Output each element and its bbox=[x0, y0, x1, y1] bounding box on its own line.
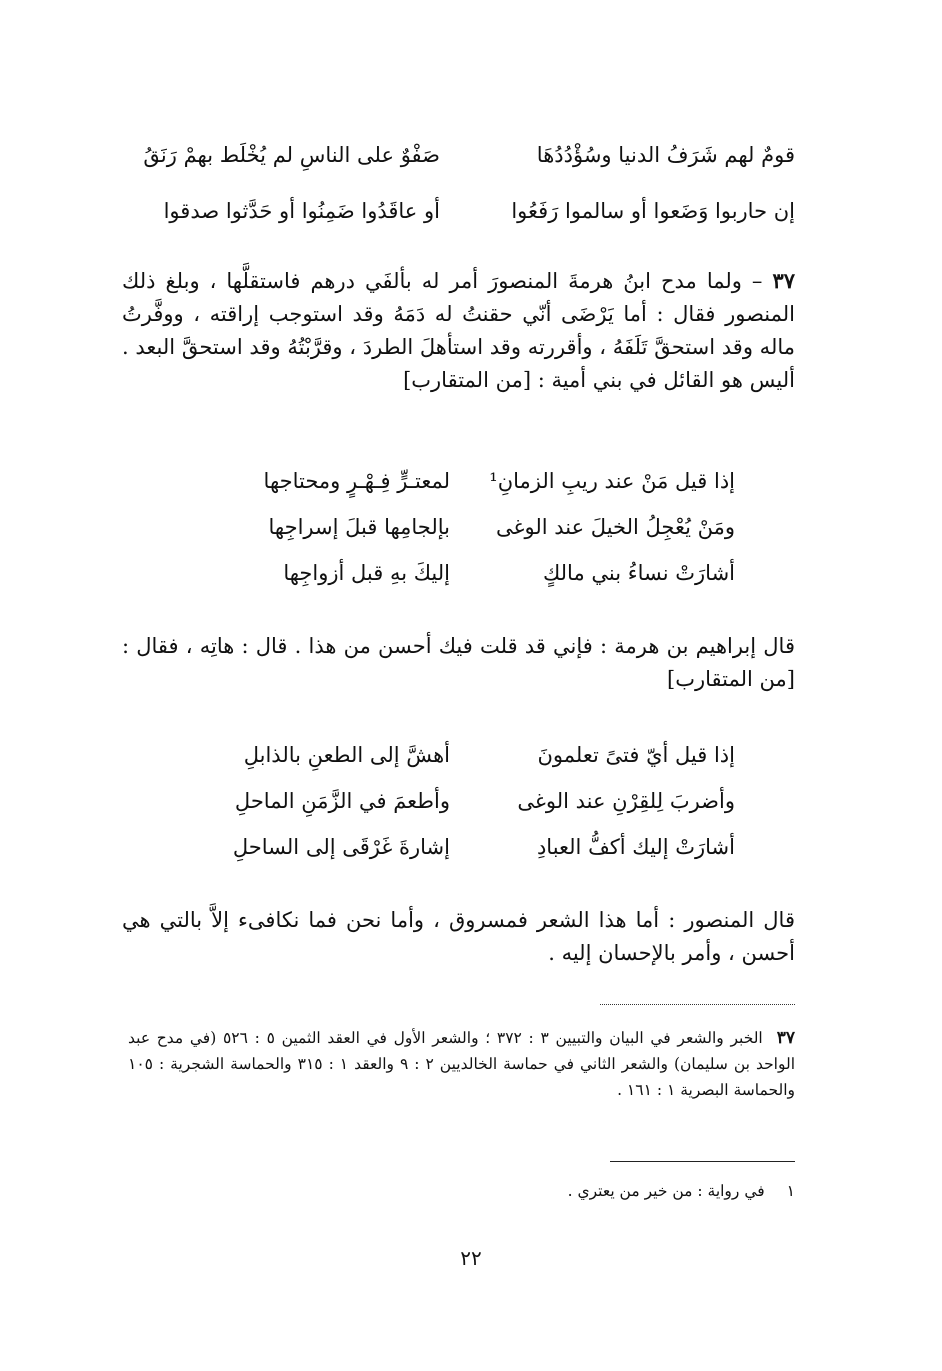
verse-hemistich-second: بإلجامِها قبلَ إسراجِها bbox=[268, 515, 450, 539]
notes-separator bbox=[600, 1004, 795, 1005]
verse-hemistich-first: وأضربَ لِلقِرْنِ عند الوغى bbox=[517, 789, 735, 813]
verse-row bbox=[190, 558, 735, 588]
footnote-text: في رواية : من خير من يعتري . bbox=[567, 1182, 765, 1200]
verse-hemistich-second: وأطعمَ في الزَّمَنِ الماحلِ bbox=[234, 789, 450, 813]
page-number: ٢٢ bbox=[460, 1246, 482, 1270]
verse-hemistich-first: قومٌ لهم شَرَفُ الدنيا وسُؤْدُدُهَا bbox=[536, 143, 795, 167]
verse-hemistich-first: ومَنْ يُعْجِلُ الخيلَ عند الوغى bbox=[496, 515, 735, 539]
paragraph-text: – ولما مدح ابنُ هرمةَ المنصورَ أمر له بألفَي درهم فاستقلَّها ، وبلغ ذلك المنصور فقال : أما يَرْضَى أنّي حقنتُ له دَمَهُ وقد استوجب إراقته ، ووفَّرتُ ماله وقد استحقَّ تَلَفَهُ ، وأقررته وقد استأهلَ الطردَ ، وقرَّبْتُهُ وقد استحقَّ البعد . أليس هو القائل في بني أمية : [من المتقارب] bbox=[122, 269, 795, 392]
verse-hemistich-second: صَفْوٌ على الناسِ لم يُخْلَط بهمْ رَنَقُ bbox=[143, 143, 440, 167]
verse-hemistich-first: أشارَتْ نساءُ بني مالكٍ bbox=[542, 561, 735, 585]
verse-hemistich-second: إشارةَ غَرْقَى إلى الساحلِ bbox=[232, 835, 450, 859]
verse-hemistich-first: أشارَتْ إليك أكفُّ العبادِ bbox=[536, 835, 735, 859]
verse-hemistich-first: إذا قيل أيّ فتىً تعلمونَ bbox=[537, 743, 735, 767]
verse-row bbox=[120, 140, 795, 170]
paragraph-37 bbox=[122, 264, 795, 397]
paragraph-mansur: قال المنصور : أما هذا الشعر فمسروق ، وأما نحن فما نكافىء إلاَّ بالتي هي أحسن ، وأمر بالإحسان إليه . bbox=[122, 908, 795, 965]
footnote bbox=[420, 1178, 795, 1204]
source-notes bbox=[128, 1025, 795, 1103]
verse-row bbox=[190, 786, 735, 816]
note-number: ٣٧ bbox=[776, 1028, 795, 1048]
verse-row bbox=[190, 512, 735, 542]
verse-row bbox=[190, 832, 735, 862]
verse-hemistich-second: أهشَّ إلى الطعنِ بالذابلِ bbox=[243, 743, 450, 767]
verse-hemistich-second: لمعتـرٍّ فِـهْـرٍ ومحتاجها bbox=[263, 469, 450, 493]
verse-hemistich-first: إذا قيل مَنْ عند ريبِ الزمانِ¹ bbox=[489, 469, 735, 493]
paragraph-number: ٣٧ bbox=[772, 268, 795, 293]
verse-row bbox=[190, 740, 735, 770]
verse-hemistich-second: إليكَ بهِ قبل أزواجِها bbox=[283, 561, 450, 585]
note-text: الخبر والشعر في البيان والتبيين ٣ : ٣٧٢ ؛ والشعر الأول في العقد الثمين ٥ : ٥٢٦ (في مدح عبد الواحد بن سليمان) والشعر الثاني في حماسة الخالديين ٢ : ٩ والعقد ١ : ٣١٥ والحماسة الشجرية : ١٠٥ والحماسة البصرية ١ : ١٦١ . bbox=[128, 1029, 796, 1099]
verse-hemistich-first: إن حاربوا وَضَعوا أو سالموا رَفَعُوا bbox=[511, 199, 795, 223]
verse-hemistich-second: أو عاقَدُوا ضَمِنُوا أو حَدَّثوا صدقوا bbox=[163, 199, 440, 223]
footnote-rule bbox=[610, 1161, 795, 1162]
footnote-number: ١ bbox=[786, 1182, 795, 1200]
verse-row bbox=[120, 196, 795, 226]
paragraph-ibrahim: قال إبراهيم بن هرمة : فإني قد قلت فيك أحسن من هذا . قال : هاتِه ، فقال : [من المتقارب] bbox=[122, 634, 795, 691]
verse-row bbox=[190, 466, 735, 496]
